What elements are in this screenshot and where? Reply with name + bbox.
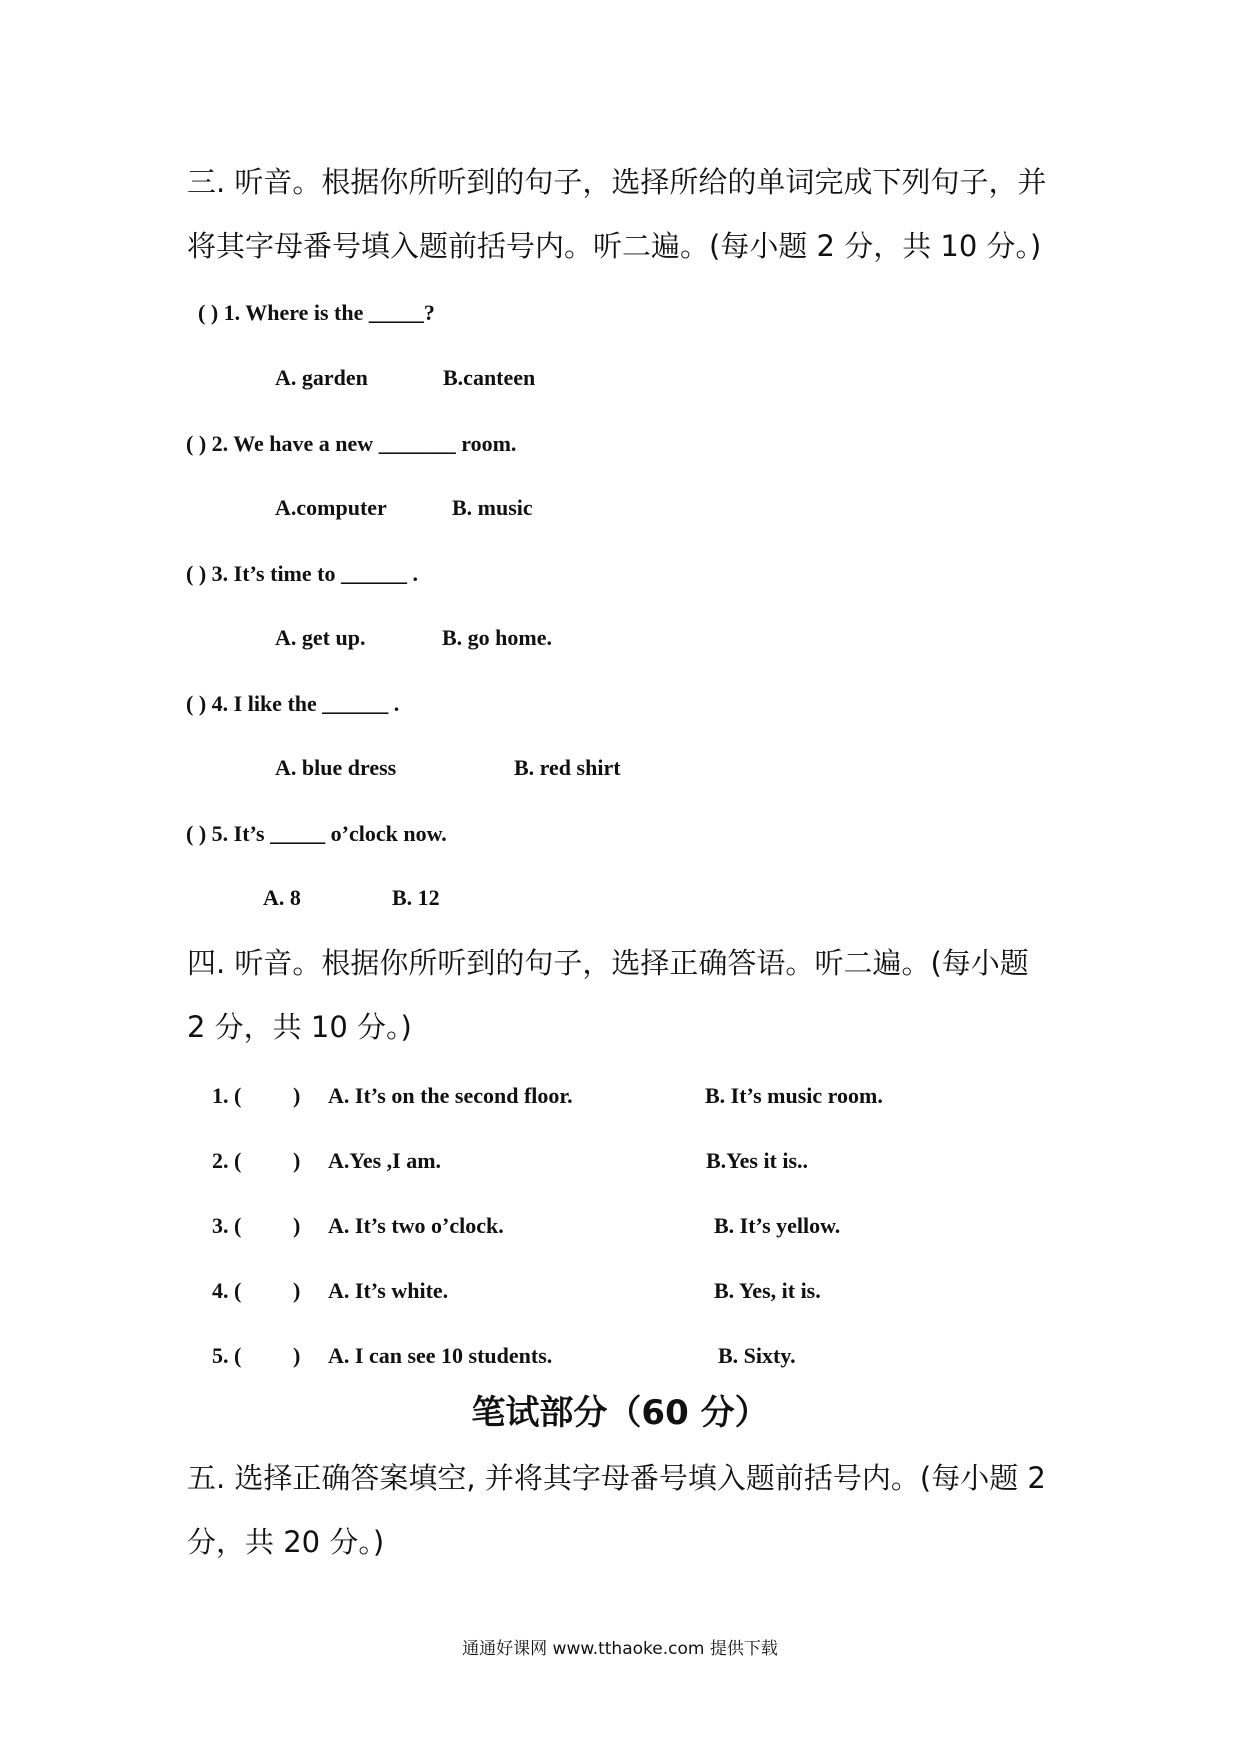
s4-q2-close: )	[293, 1148, 301, 1173]
s4-q5-close: )	[293, 1343, 301, 1368]
s3-q2-option-b: B. music	[452, 495, 533, 520]
s3-q5-suffix: o’clock now.	[325, 821, 447, 846]
s3-q3-option-a: A. get up.	[275, 625, 366, 650]
s3-question-5	[186, 820, 447, 848]
s4-q3-close: )	[293, 1213, 301, 1238]
section3-heading-line2: 将其字母番号填入题前括号内。听二遍。(每小题 2 分，共 10 分。)	[187, 229, 1042, 263]
s4-q4-option-a: A. It’s white.	[328, 1278, 449, 1303]
s4-q5-option-a: A. I can see 10 students.	[328, 1343, 553, 1368]
s3-question-4	[186, 690, 399, 718]
s3-q5-blank: _____	[270, 821, 326, 846]
s3-q5-option-b: B. 12	[392, 885, 440, 910]
s3-q3-blank: ______	[340, 561, 407, 586]
s3-q2-blank: _______	[378, 431, 456, 456]
s3-question-2	[186, 430, 516, 458]
s3-q1-prefix: ( ) 1. Where is the	[198, 300, 369, 325]
s3-question-1	[198, 299, 435, 327]
section5-heading-line2: 分，共 20 分。)	[187, 1525, 385, 1559]
s4-q5-option-b: B. Sixty.	[718, 1343, 796, 1368]
s3-q5-prefix: ( ) 5. It’s	[186, 821, 271, 846]
s4-q1-close: )	[293, 1083, 301, 1108]
s3-q3-suffix: .	[406, 561, 418, 586]
s4-q3-option-b: B. It’s yellow.	[714, 1213, 841, 1238]
s4-q3-num: 3. (	[212, 1213, 242, 1238]
s4-q1-num: 1. (	[212, 1083, 242, 1108]
s3-q1-option-b: B.canteen	[443, 365, 536, 390]
s4-q2-num: 2. (	[212, 1148, 242, 1173]
s3-q2-option-a: A.computer	[275, 495, 387, 520]
s4-q2-option-a: A.Yes ,I am.	[328, 1148, 442, 1173]
s3-q2-suffix: room.	[455, 431, 517, 456]
footer-credit: 通通好课网 www.tthaoke.com 提供下载	[462, 1639, 778, 1659]
section5-heading-line1: 五. 选择正确答案填空, 并将其字母番号填入题前括号内。(每小题 2	[187, 1461, 1046, 1495]
section4-heading-line1: 四. 听音。根据你所听到的句子，选择正确答语。听二遍。(每小题	[187, 946, 1029, 980]
s3-q4-prefix: ( ) 4. I like the	[186, 691, 323, 716]
s3-q1-blank: _____	[368, 300, 424, 325]
section3-heading-line1: 三. 听音。根据你所听到的句子，选择所给的单词完成下列句子，并	[187, 165, 1047, 199]
s3-q4-blank: ______	[322, 691, 389, 716]
s3-q2-prefix: ( ) 2. We have a new	[186, 431, 379, 456]
s3-q1-option-a: A. garden	[275, 365, 368, 390]
s3-q3-prefix: ( ) 3. It’s time to	[186, 561, 341, 586]
s3-question-3	[186, 560, 418, 588]
s4-q4-num: 4. (	[212, 1278, 242, 1303]
s4-q2-option-b: B.Yes it is..	[706, 1148, 809, 1173]
s3-q3-option-b: B. go home.	[442, 625, 552, 650]
s3-q4-suffix: .	[388, 691, 400, 716]
s4-q1-option-b: B. It’s music room.	[705, 1083, 883, 1108]
s3-q4-option-b: B. red shirt	[514, 755, 621, 780]
s3-q1-suffix: ?	[423, 300, 435, 325]
s3-q5-option-a: A. 8	[263, 885, 301, 910]
s3-q4-option-a: A. blue dress	[275, 755, 397, 780]
section4-heading-line2: 2 分，共 10 分。)	[187, 1010, 412, 1044]
s4-q4-close: )	[293, 1278, 301, 1303]
s4-q1-option-a: A. It’s on the second floor.	[328, 1083, 573, 1108]
s4-q3-option-a: A. It’s two o’clock.	[328, 1213, 504, 1238]
written-part-title: 笔试部分（60 分）	[471, 1393, 769, 1433]
s4-q5-num: 5. (	[212, 1343, 242, 1368]
s4-q4-option-b: B. Yes, it is.	[714, 1278, 821, 1303]
